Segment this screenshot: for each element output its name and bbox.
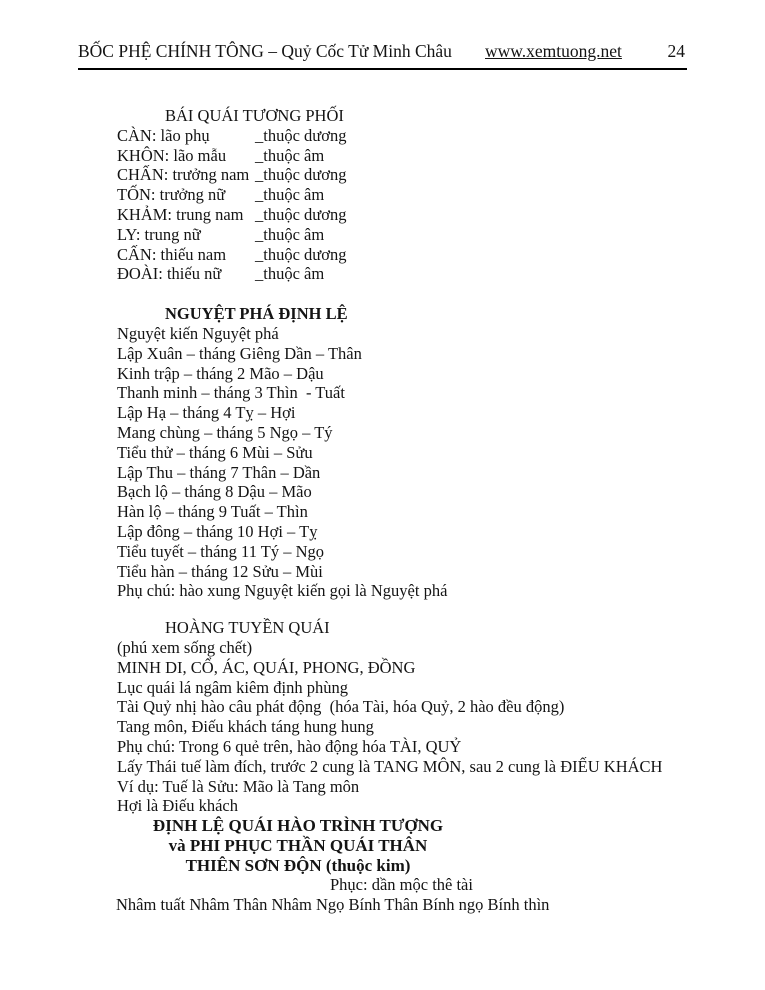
trigram-label: CÀN: lão phụ [117, 125, 210, 145]
text-line: Lập Xuân – tháng Giêng Dần – Thân [117, 343, 362, 363]
website-link[interactable]: www.xemtuong.net [485, 41, 622, 61]
trigram-row [117, 126, 687, 146]
text-line: Tiểu hàn – tháng 12 Sửu – Mùi [117, 561, 323, 581]
section-nguyet-pha [78, 304, 687, 601]
trigram-row [117, 146, 687, 166]
trigram-attribute: _thuộc dương [255, 244, 347, 264]
text-line: (phú xem sống chết) [117, 637, 253, 657]
text-line: Thanh minh – tháng 3 Thìn - Tuất [117, 383, 345, 403]
text-line: Tiểu tuyết – tháng 11 Tý – Ngọ [117, 541, 325, 561]
text-line: Tang môn, Điếu khách táng hung hung [117, 717, 374, 737]
trigram-row [117, 225, 687, 245]
section-title-hoang-tuyen: HOÀNG TUYỀN QUÁI [165, 618, 330, 638]
trigram-row [117, 264, 687, 284]
text-line: Lập đông – tháng 10 Hợi – Tỵ [117, 521, 318, 541]
text-line: MINH DI, CỔ, ÁC, QUÁI, PHONG, ĐỒNG [117, 657, 416, 677]
trigram-attribute: _thuộc âm [255, 185, 325, 205]
section-bat-quai [78, 106, 687, 284]
phuc-note-line: Phục: dần mộc thê tài [330, 875, 473, 895]
trigram-row [117, 165, 687, 185]
trigram-label: ĐOÀI: thiếu nữ [117, 264, 222, 284]
text-line: Kinh trập – tháng 2 Mão – Dậu [117, 363, 324, 383]
trigram-attribute: _thuộc âm [255, 145, 325, 165]
trigram-label: KHÔN: lão mẫu [117, 145, 227, 165]
trigram-row [117, 185, 687, 205]
text-line: Lập Thu – tháng 7 Thân – Dần [117, 462, 321, 482]
trigram-label: CẤN: thiếu nam [117, 244, 227, 264]
text-line: Nguyệt kiến Nguyệt phá [117, 323, 279, 343]
trigram-attribute: _thuộc dương [255, 204, 347, 224]
text-line: Tài Quỷ nhị hào câu phát động (hóa Tài, hóa Quỷ, 2 hào đều động) [117, 697, 565, 717]
text-line: Phụ chú: Trong 6 quẻ trên, hào động hóa TÀI, QUỶ [117, 736, 462, 756]
trigram-attribute: _thuộc âm [255, 224, 325, 244]
section-title-dinh-le: ĐỊNH LỆ QUÁI HÀO TRÌNH TƯỢNG [152, 816, 444, 836]
trigram-label: LY: trung nữ [117, 224, 201, 244]
text-line: Phụ chú: hào xung Nguyệt kiến gọi là Nguyệt phá [117, 581, 448, 601]
trigram-attribute: _thuộc dương [255, 165, 347, 185]
trigram-label: TỐN: trưởng nữ [117, 185, 226, 205]
text-line: Hợi là Điếu khách [117, 796, 238, 816]
trigram-row [117, 205, 687, 225]
text-line: Hàn lộ – tháng 9 Tuất – Thìn [117, 502, 308, 522]
text-line: Ví dụ: Tuế là Sửu: Mão là Tang môn [117, 776, 360, 796]
trigram-label: KHẢM: trung nam [117, 204, 244, 224]
section-title-bat-quai: BÁI QUÁI TƯƠNG PHỐI [165, 106, 344, 125]
text-line: Bạch lộ – tháng 8 Dậu – Mão [117, 482, 312, 502]
text-line: Lấy Thái tuế làm đích, trước 2 cung là TANG MÔN, sau 2 cung là ĐIẾU KHÁCH [117, 756, 663, 776]
page-content [78, 0, 687, 915]
trigram-label: CHẤN: trưởng nam [117, 165, 250, 185]
book-title: BỐC PHỆ CHÍNH TÔNG – Quỷ Cốc Tử Minh Châu [78, 41, 452, 61]
trigram-row [117, 245, 687, 265]
text-line: Lập Hạ – tháng 4 Tỵ – Hợi [117, 403, 296, 423]
trigram-attribute: _thuộc dương [255, 125, 347, 145]
page-header [78, 41, 687, 70]
trigram-attribute: _thuộc âm [255, 264, 325, 284]
page-number: 24 [667, 41, 685, 61]
text-line: Mang chùng – tháng 5 Ngọ – Tý [117, 422, 333, 442]
dinh-le-title-block [78, 816, 518, 875]
section-hoang-tuyen [78, 618, 687, 816]
stem-branch-line: Nhâm tuất Nhâm Thân Nhâm Ngọ Bính Thân Bính ngọ Bính thìn [116, 895, 550, 915]
section-dinh-le [78, 816, 687, 915]
section-title-nguyet-pha: NGUYỆT PHÁ ĐỊNH LỆ [165, 304, 348, 324]
section-title-thien-son-don: THIÊN SƠN ĐỘN (thuộc kim) [185, 855, 411, 875]
text-line: Tiểu thử – tháng 6 Mùi – Sửu [117, 442, 313, 462]
section-title-phi-phuc: và PHI PHỤC THẦN QUÁI THÂN [168, 835, 428, 855]
text-line: Lục quái lá ngâm kiêm định phùng [117, 677, 348, 697]
